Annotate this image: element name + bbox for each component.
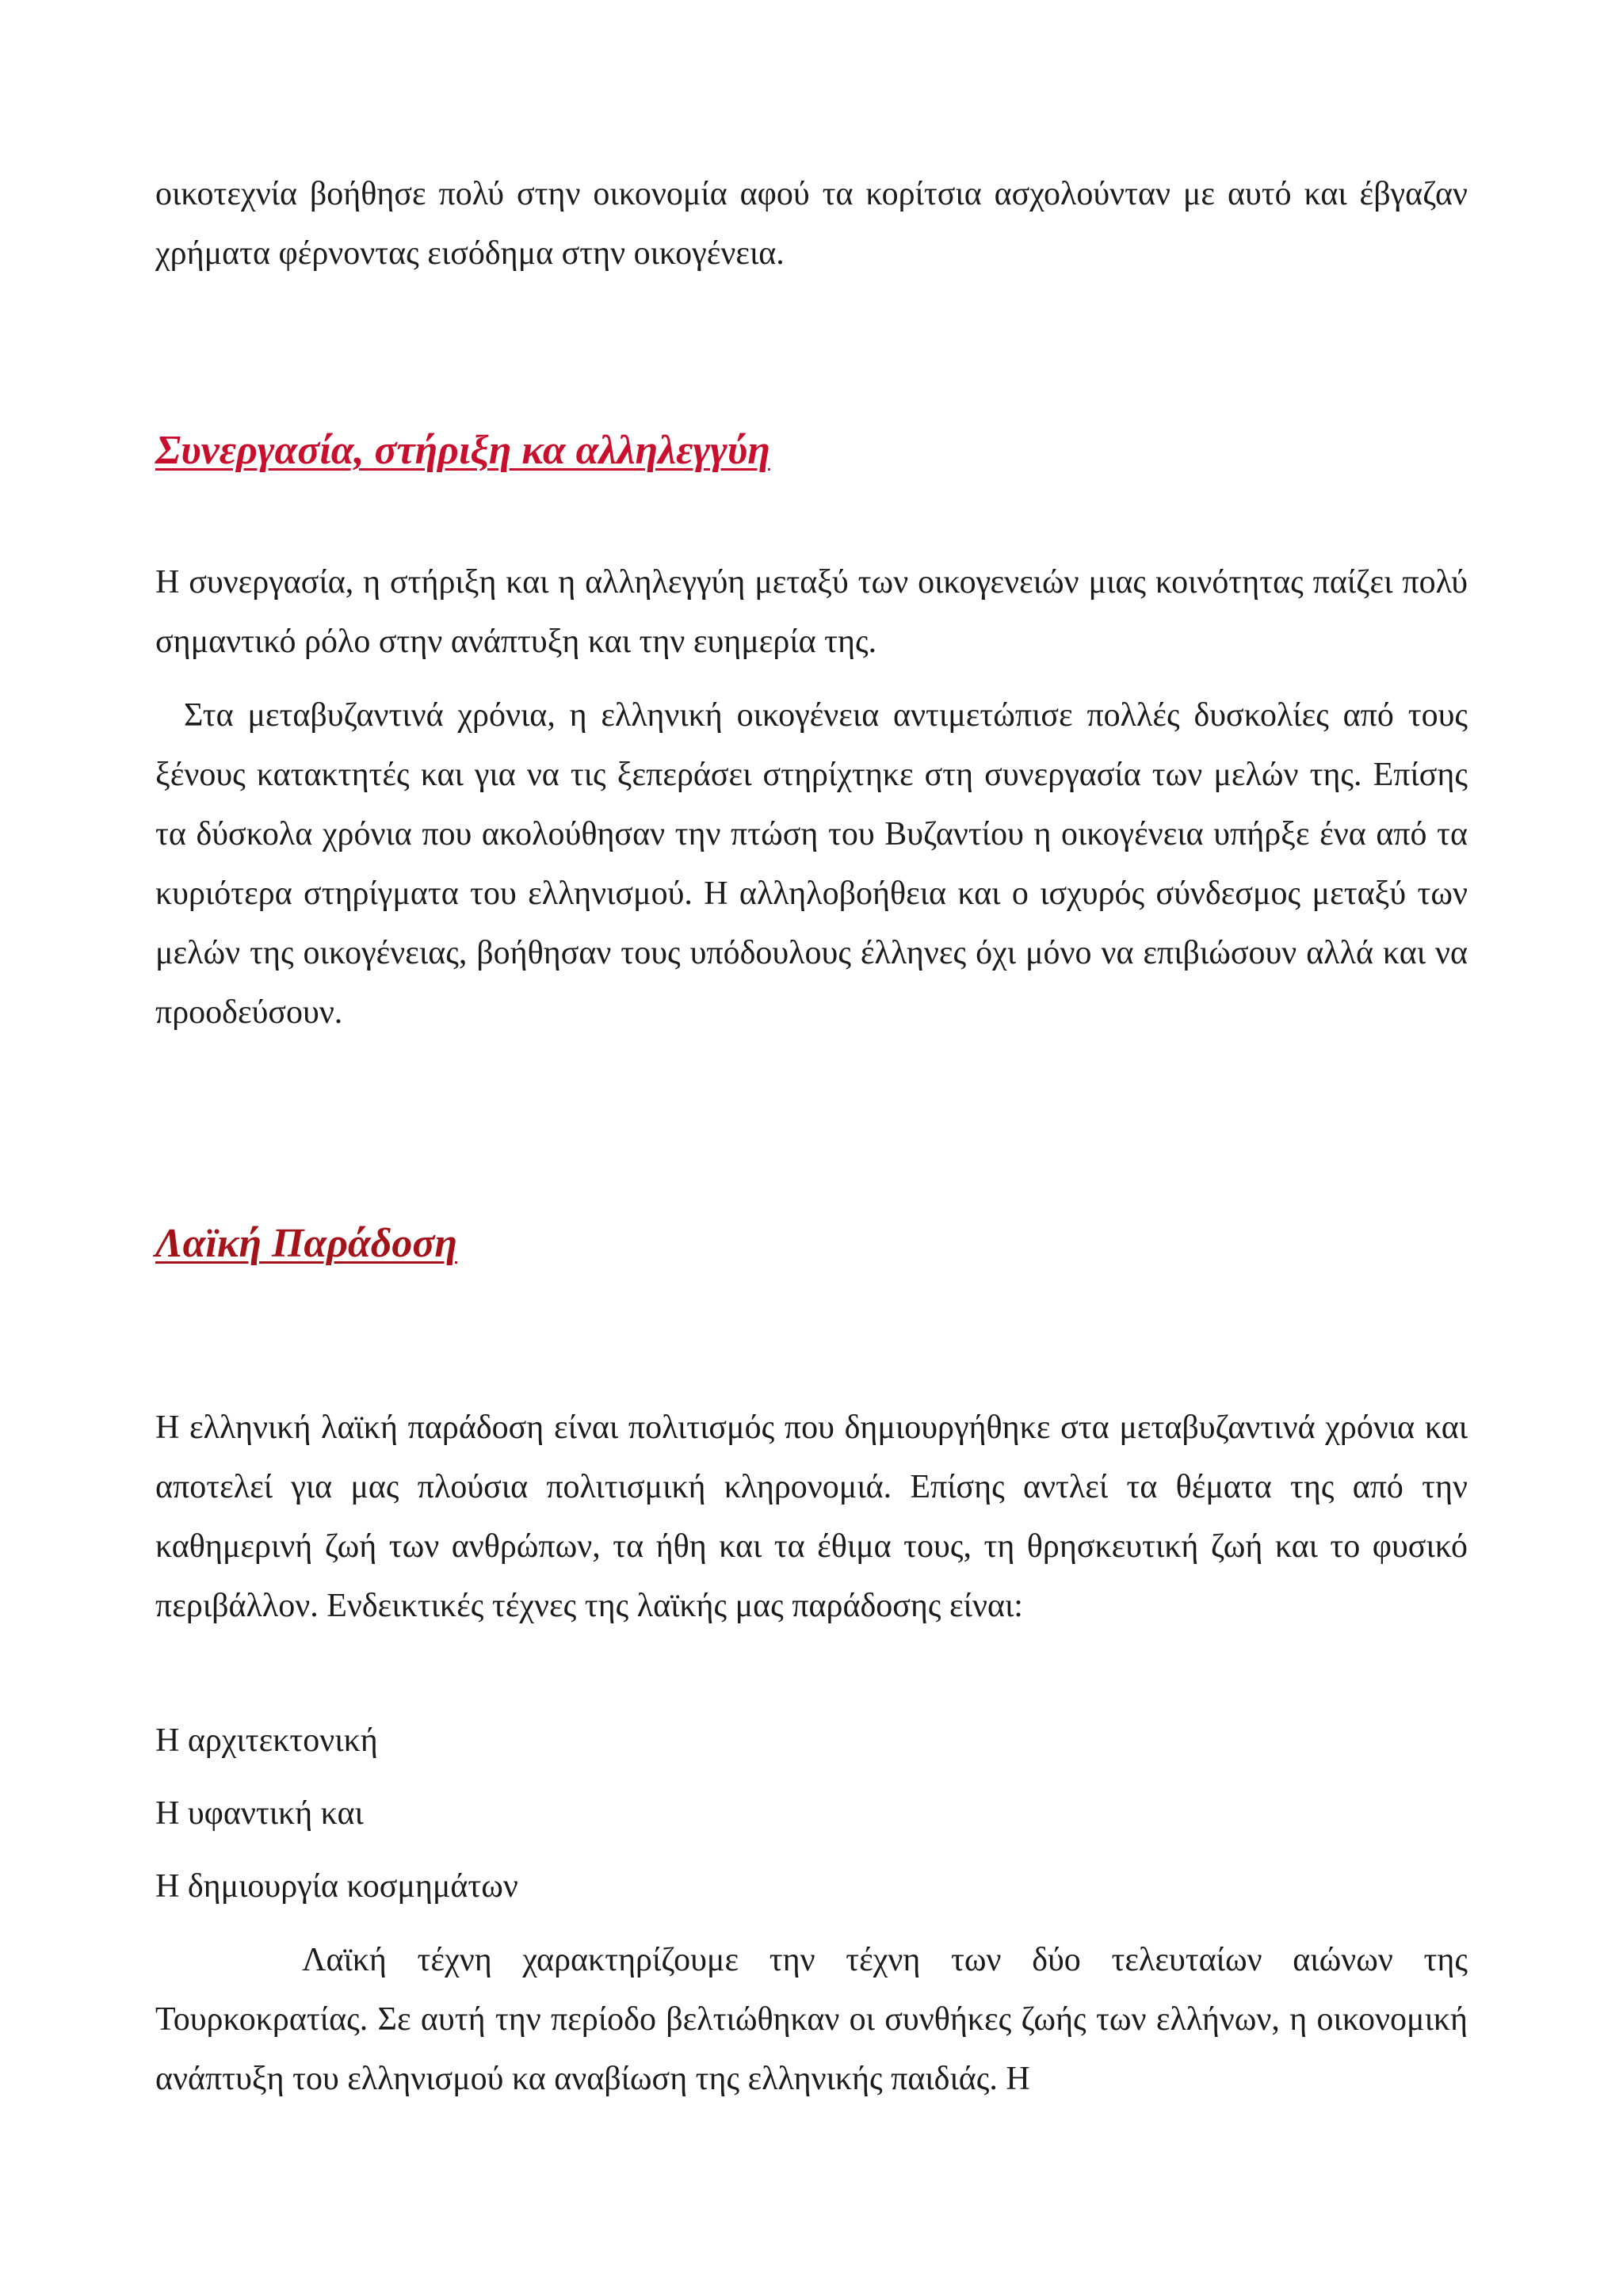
list-item: Η αρχιτεκτονική — [155, 1722, 378, 1759]
folk-tradition-paragraph-1: Η ελληνική λαϊκή παράδοση είναι πολιτισμός που δημιουργήθηκε στα μεταβυζαντινά χρόνια και αποτελεί για μας πλούσια πολιτισμική κληρονομιά. Επίσης αντλεί τα θέματα της από την καθημερινή ζωή των ανθρώπων, τα ήθη και τα έθιμα τους, τη θρησκευτική ζωή και το φυσικό περιβάλλον. Ενδεικτικές τέχνες της λαϊκής μας παράδοσης είναι: — [155, 1409, 1468, 1624]
folk-tradition-paragraph-2: Λαϊκή τέχνη χαρακτηρίζουμε την τέχνη των δύο τελευταίων αιώνων της Τουρκοκρατίας. Σε αυτή την περίοδο βελτιώθηκαν οι συνθήκες ζωής των ελλήνων, η οικονομική ανάπτυξη του ελληνισμού κα αναβίωση της ελληνικής παιδιάς. Η — [155, 1942, 1468, 2097]
list-item: Η υφαντική και — [155, 1795, 364, 1832]
section-heading-cooperation: Συνεργασία, στήριξη κα αλληλεγγύη — [155, 428, 770, 473]
cooperation-paragraph-1: Η συνεργασία, η στήριξη και η αλληλεγγύη μεταξύ των οικογενειών μιας κοινότητας παίζει πολύ σημαντικό ρόλο στην ανάπτυξη και την ευημερία της. — [155, 564, 1468, 660]
cooperation-paragraph-2: Στα μεταβυζαντινά χρόνια, η ελληνική οικογένεια αντιμετώπισε πολλές δυσκολίες από τους ξένους κατακτητές και για να τις ξεπεράσει στηρίχτηκε στη συνεργασία των μελών της. Επίσης τα δύσκολα χρόνια που ακολούθησαν την πτώση του Βυζαντίου η οικογένεια υπήρξε ένα από τα κυριότερα στηρίγματα του ελληνισμού. Η αλληλοβοήθεια και ο ισχυρός σύνδεσμος μεταξύ των μελών της οικογένειας, βοήθησαν τους υπόδουλους έλληνες όχι μόνο να επιβιώσουν αλλά και να προοδεύσουν. — [155, 697, 1468, 1031]
section-heading-folk-tradition: Λαϊκή Παράδοση — [155, 1221, 457, 1266]
intro-paragraph: οικοτεχνία βοήθησε πολύ στην οικονομία αφού τα κορίτσια ασχολούνταν με αυτό και έβγαζαν χρήματα φέρνοντας εισόδημα στην οικογένεια. — [155, 176, 1468, 272]
list-item: Η δημιουργία κοσμημάτων — [155, 1868, 518, 1905]
